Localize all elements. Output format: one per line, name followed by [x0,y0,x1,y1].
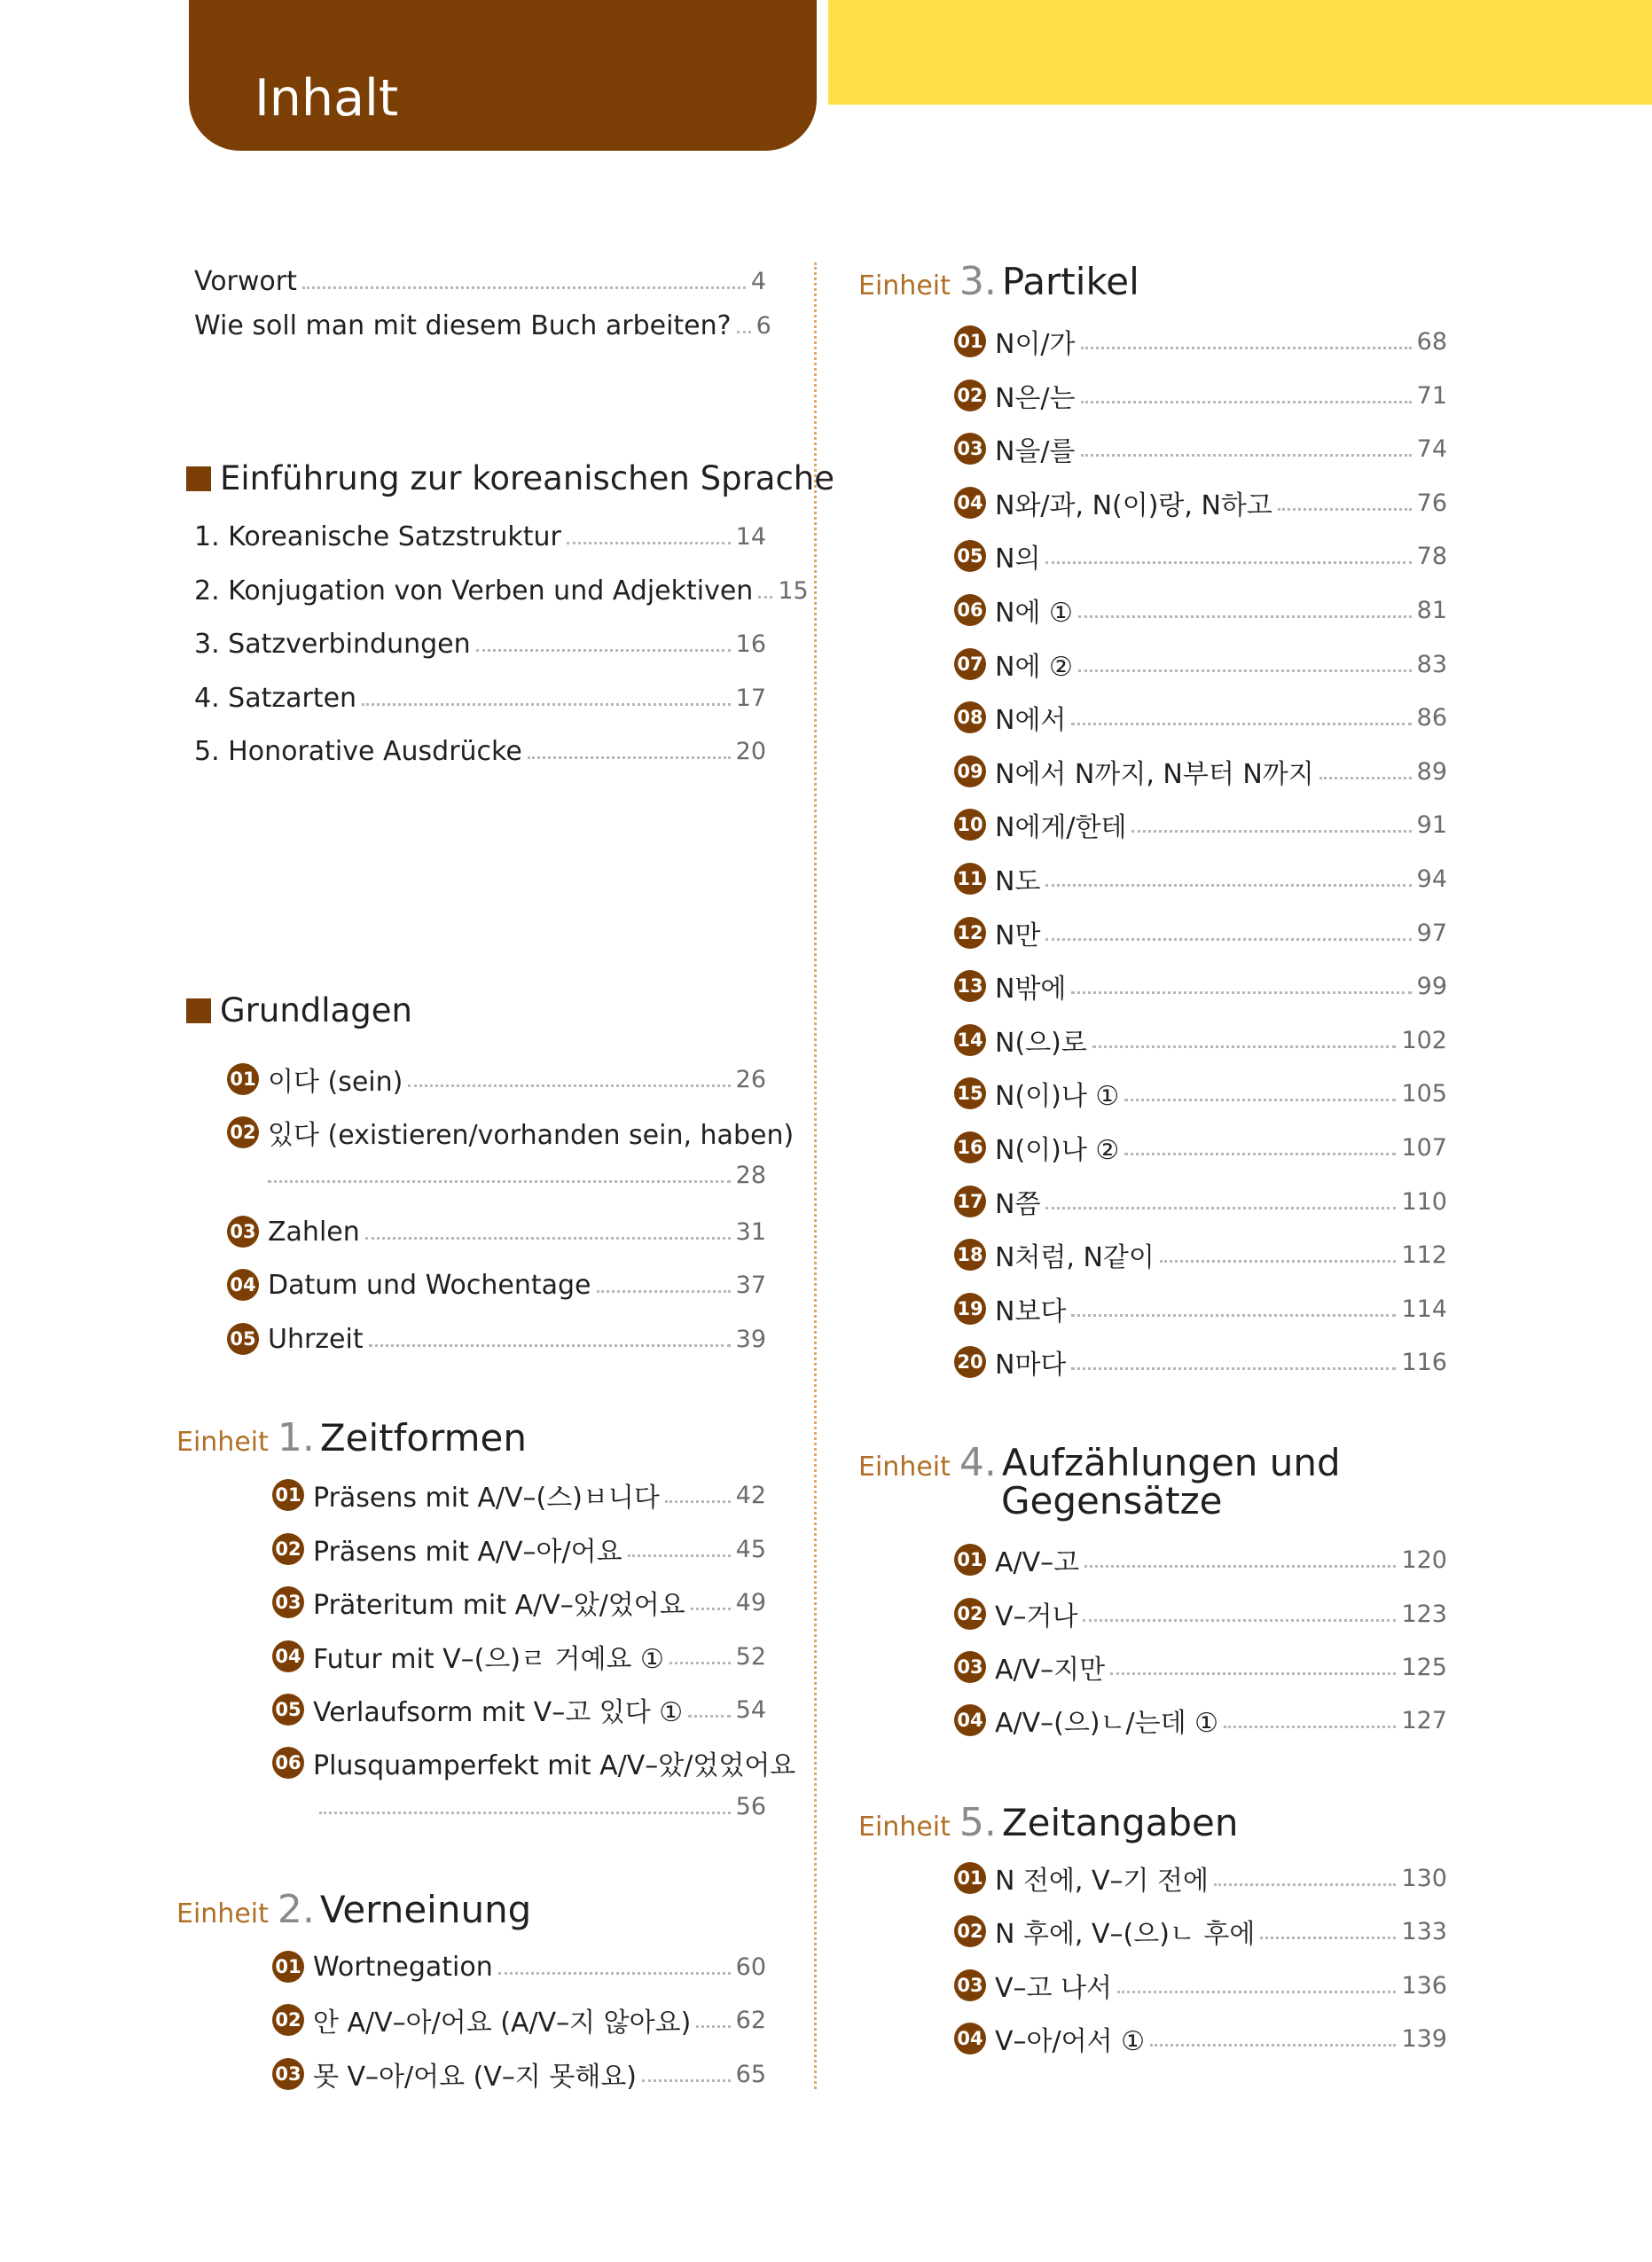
dot-leader [1260,1937,1396,1939]
toc-entry-continuation[interactable] [319,1784,766,1828]
entry-label: 못 V–아/어요 (V–지 못해요) [313,2062,638,2093]
toc-entry[interactable] [227,1110,795,1154]
page-number: 86 [1416,703,1447,732]
unit-number: 3. [959,259,997,304]
toc-entry[interactable] [954,588,1447,632]
number-badge: 02 [272,2004,304,2036]
unit-heading-1 [176,1415,527,1460]
section-title: Einführung zur koreanischen Sprache [220,459,835,497]
dot-leader [1124,1099,1396,1101]
entry-label: A/V–(으)ㄴ/는데 ① [995,1708,1219,1739]
number-badge: 12 [954,917,986,949]
toc-entry[interactable] [227,1057,766,1101]
page-number: 120 [1401,1546,1447,1574]
number-badge: 01 [227,1063,259,1095]
toc-entry[interactable] [954,319,1447,364]
toc-entry[interactable] [194,676,766,720]
entry-label: Uhrzeit [268,1323,364,1355]
entry-label: A/V–지만 [995,1655,1106,1686]
unit-number: 5. [959,1800,997,1845]
page-number: 39 [735,1325,766,1353]
entry-label: N을/를 [995,436,1076,467]
entry-label: Zahlen [268,1216,360,1248]
dot-leader [628,1554,731,1557]
entry-label: 4. Satzarten [194,682,357,714]
toc-entry[interactable] [272,1687,766,1732]
entry-label: Präteritum mit A/V–았/었어요 [313,1590,685,1621]
page-number: 17 [735,684,766,712]
number-badge: 01 [272,1951,304,1983]
dot-leader [365,1237,731,1240]
page-number: 52 [735,1642,766,1671]
page-number: 105 [1401,1079,1447,1108]
entry-label: N에게/한테 [995,812,1127,843]
page-number: 116 [1401,1348,1447,1376]
number-badge: 04 [954,2023,986,2055]
entry-label: 있다 (existieren/vorhanden sein, haben) [268,1120,795,1151]
entry-label: N(이)나 ① [995,1081,1120,1112]
dot-leader [758,596,772,599]
unit-title: Partikel [1001,260,1139,303]
number-badge: 14 [954,1024,986,1056]
dot-leader [1071,991,1411,994]
page-number: 49 [735,1588,766,1616]
toc-entry[interactable] [954,1179,1447,1224]
page-number: 76 [1416,489,1447,517]
number-badge: 08 [954,701,986,733]
dot-leader [302,286,746,289]
number-badge: 18 [954,1239,986,1271]
toc-entry[interactable] [954,1233,1447,1277]
page-number: 31 [735,1217,766,1246]
unit-heading-5 [858,1800,1238,1845]
entry-label: N처럼, N같이 [995,1242,1155,1273]
toc-entry[interactable] [954,427,1447,471]
entry-label: Verlaufsorm mit V–고 있다 ① [313,1697,684,1728]
dot-leader [696,2025,730,2028]
toc-entry[interactable] [954,749,1447,794]
entry-label: 3. Satzverbindungen [194,628,471,660]
page-number: 125 [1401,1653,1447,1681]
dot-leader [1150,2044,1396,2047]
section-title: Grundlagen [220,991,412,1029]
toc-entry-continuation[interactable] [268,1153,766,1197]
entry-label: N보다 [995,1296,1067,1327]
number-badge: 06 [954,594,986,626]
dot-leader [567,542,731,544]
number-badge: 03 [272,2058,304,2090]
page-number: 74 [1416,434,1447,463]
page-number: 114 [1401,1295,1447,1323]
page-number: 16 [735,630,766,658]
entry-label: N도 [995,866,1041,897]
unit-label: Einheit [858,1452,951,1483]
entry-label: N(으)로 [995,1028,1087,1059]
dot-leader [1081,347,1412,349]
toc-entry[interactable] [954,534,1447,578]
number-badge: 01 [954,1544,986,1576]
page-number: 28 [735,1161,766,1189]
toc-entry[interactable] [272,1998,766,2042]
number-badge: 06 [272,1747,304,1779]
entry-label: Plusquamperfekt mit A/V–았/었었어요 [313,1750,796,1781]
dot-leader [1319,777,1412,779]
toc-entry[interactable] [194,622,766,666]
dot-leader [1278,508,1412,511]
entry-label: V–고 나서 [995,1973,1112,2004]
number-badge: 03 [954,1651,986,1683]
toc-entry[interactable] [954,1698,1447,1742]
dot-leader [1117,1991,1396,1993]
toc-entry[interactable] [954,1287,1447,1331]
toc-entry[interactable] [272,1741,796,1785]
number-badge: 03 [954,1969,986,2001]
dot-leader [737,331,751,333]
unit-number: 4. [959,1440,997,1485]
entry-label: N만 [995,920,1041,951]
page-number: 56 [735,1792,766,1820]
unit-heading-3 [858,259,1139,304]
number-badge: 16 [954,1131,986,1163]
number-badge: 01 [954,1862,986,1894]
toc-entry[interactable] [227,1263,766,1307]
dot-leader [1045,938,1411,941]
number-badge: 19 [954,1293,986,1325]
page-number: 110 [1401,1187,1447,1216]
number-badge: 15 [954,1077,986,1109]
page-number: 99 [1416,972,1447,1000]
dot-leader [642,2079,731,2082]
number-badge: 20 [954,1346,986,1378]
unit-title: Zeitangaben [1001,1801,1239,1844]
number-badge: 04 [272,1640,304,1672]
dot-leader [476,649,731,652]
page-number: 37 [735,1271,766,1299]
entry-label: 2. Konjugation von Verben und Adjektiven [194,575,754,607]
entry-label: N쯤 [995,1189,1041,1220]
number-badge: 03 [954,433,986,465]
toc-entry[interactable] [194,568,809,613]
toc-entry-vorwort[interactable] [194,259,766,303]
number-badge: 03 [272,1586,304,1618]
dot-leader [1214,1883,1396,1886]
dot-leader [1081,454,1412,457]
toc-entry[interactable] [954,1018,1447,1062]
unit-label: Einheit [858,270,951,301]
page-title: Inhalt [254,69,399,128]
number-badge: 02 [272,1533,304,1565]
dot-leader [688,1715,731,1718]
dot-leader [1078,615,1412,618]
toc-entry[interactable] [954,1125,1447,1170]
toc-entry[interactable] [954,481,1447,525]
dot-leader [1084,1565,1396,1568]
entry-label: Datum und Wochentage [268,1269,591,1301]
dot-leader [268,1180,731,1183]
entry-label: N(이)나 ② [995,1135,1120,1166]
unit-title: Aufzählungen und [1001,1441,1341,1484]
dot-leader [665,1500,731,1503]
entry-label: N에 ② [995,652,1073,683]
toc-entry[interactable] [954,1909,1447,1953]
page-number: 83 [1416,650,1447,678]
page-number: 107 [1401,1133,1447,1162]
toc-entry[interactable] [954,1592,1447,1636]
dot-leader [528,756,731,759]
dot-leader [1131,830,1411,833]
dot-leader [1071,1314,1396,1317]
number-badge: 04 [954,487,986,519]
entry-label: V–아/어서 ① [995,2026,1146,2057]
entry-label: V–거나 [995,1601,1078,1632]
dot-leader [1071,723,1411,725]
number-badge: 05 [227,1323,259,1355]
toc-entry[interactable] [272,1634,766,1679]
dot-leader [1110,1672,1396,1675]
page-number: 94 [1416,865,1447,893]
entry-label: N 전에, V–기 전에 [995,1866,1210,1897]
toc-entry[interactable] [954,802,1447,847]
toc-entry[interactable] [272,1945,766,1989]
entry-label: Wortnegation [313,1951,493,1983]
entry-label: A/V–고 [995,1547,1080,1578]
entry-label: N마다 [995,1350,1067,1381]
page-number: 42 [735,1481,766,1509]
dot-leader [597,1290,731,1293]
toc-entry[interactable] [954,964,1447,1008]
entry-label: N에 ① [995,598,1073,629]
unit-title: Zeitformen [319,1416,527,1460]
dot-leader [669,1662,731,1664]
entry-label: N이/가 [995,329,1076,360]
page-number: 112 [1401,1241,1447,1269]
section-heading-intro [186,459,834,497]
page-number: 133 [1401,1917,1447,1945]
entry-label: 5. Honorative Ausdrücke [194,735,522,767]
dot-leader [369,1344,731,1347]
number-badge: 02 [954,1915,986,1947]
entry-label: N에서 N까지, N부터 N까지 [995,759,1314,790]
dot-leader [1045,1207,1396,1209]
toc-entry[interactable] [272,2052,766,2096]
page-number: 136 [1401,1971,1447,2000]
dot-leader [1083,1619,1396,1622]
entry-label: N은/는 [995,383,1076,414]
number-badge: 09 [954,755,986,787]
entry-label: 안 A/V–아/어요 (A/V–지 않아요) [313,2008,692,2039]
number-badge: 02 [954,380,986,411]
toc-entry[interactable] [954,1963,1447,2008]
entry-label: 1. Koreanische Satzstruktur [194,520,561,552]
toc-entry[interactable] [954,1856,1447,1900]
page-number: 127 [1401,1706,1447,1734]
dot-leader [408,1084,730,1087]
number-badge: 11 [954,863,986,895]
toc-entry[interactable] [227,1317,766,1361]
dot-leader [319,1812,731,1814]
dot-leader [691,1608,731,1610]
page-number: 97 [1416,919,1447,947]
dot-leader [1124,1153,1396,1155]
page-number: 71 [1416,381,1447,410]
toc-entry[interactable] [954,857,1447,901]
toc-entry[interactable] [272,1473,766,1517]
number-badge: 05 [272,1694,304,1726]
page-number: 60 [735,1953,766,1981]
number-badge: 05 [954,540,986,572]
unit-label: Einheit [176,1427,269,1458]
toc-entry[interactable] [954,642,1447,686]
dot-leader [1045,561,1411,564]
unit-number: 2. [277,1887,315,1932]
entry-label: Präsens mit A/V–아/어요 [313,1537,622,1568]
unit-label: Einheit [176,1898,269,1929]
number-badge: 04 [954,1704,986,1736]
toc-entry[interactable] [954,911,1447,955]
dot-leader [1078,669,1412,672]
page-number: 91 [1416,810,1447,839]
dot-leader [1071,1367,1396,1370]
number-badge: 13 [954,970,986,1002]
toc-entry[interactable] [954,373,1447,418]
page-number: 26 [735,1065,766,1093]
page-number: 45 [735,1535,766,1563]
number-badge: 03 [227,1216,259,1248]
dot-leader [1081,401,1412,403]
dot-leader [1224,1726,1396,1728]
square-bullet-icon [186,998,211,1023]
entry-label: Vorwort [194,265,297,297]
unit-title-line2: Gegensätze [1001,1479,1223,1522]
header-tab [189,0,817,151]
page-number: 14 [735,522,766,551]
page-number: 130 [1401,1864,1447,1892]
toc-entry[interactable] [954,1645,1447,1689]
toc-entry[interactable] [272,1527,766,1571]
dot-leader [1092,1045,1397,1048]
section-heading-basics [186,991,412,1029]
page-number: 139 [1401,2024,1447,2053]
dot-leader [498,1972,731,1975]
dot-leader [362,703,731,706]
page-number: 15 [778,576,809,605]
entry-label: N의 [995,544,1041,575]
page-number: 102 [1401,1026,1447,1054]
unit-heading-2 [176,1887,531,1932]
toc-entry[interactable] [954,1071,1447,1115]
number-badge: 01 [272,1479,304,1511]
unit-title: Verneinung [319,1888,532,1931]
page-number: 123 [1401,1600,1447,1628]
toc-entry[interactable] [954,2016,1447,2061]
entry-label: Wie soll man mit diesem Buch arbeiten? [194,309,732,341]
toc-entry[interactable] [194,729,766,773]
dot-leader [1160,1260,1397,1263]
square-bullet-icon [186,466,211,491]
page-number: 20 [735,737,766,765]
page-number: 65 [735,2060,766,2088]
number-badge: 04 [227,1269,259,1301]
number-badge: 01 [954,325,986,357]
number-badge: 02 [227,1116,259,1148]
dot-leader [1045,884,1411,887]
entry-label: N밖에 [995,974,1067,1005]
header-accent-bar [828,0,1652,105]
toc-entry[interactable] [194,514,766,559]
unit-heading-4-line2 [1001,1479,1222,1522]
toc-entry[interactable] [272,1580,766,1624]
entry-label: 이다 (sein) [268,1067,403,1098]
entry-label: Präsens mit A/V–(스)ㅂ니다 [313,1483,660,1514]
page-number: 4 [750,267,766,295]
page-number: 89 [1416,757,1447,786]
entry-label: N와/과, N(이)랑, N하고 [995,490,1272,521]
entry-label: Futur mit V–(으)ㄹ 거예요 ① [313,1644,664,1675]
page-number: 68 [1416,327,1447,356]
number-badge: 02 [954,1598,986,1630]
number-badge: 07 [954,648,986,680]
page-number: 62 [735,2006,766,2034]
number-badge: 17 [954,1186,986,1217]
entry-label: N에서 [995,705,1067,736]
unit-number: 1. [277,1415,315,1460]
toc-entry[interactable] [954,1538,1447,1582]
page-number: 6 [756,311,771,340]
toc-entry[interactable] [954,1340,1447,1384]
toc-entry[interactable] [954,695,1447,740]
page-number: 54 [735,1695,766,1724]
toc-entry[interactable] [227,1209,766,1254]
page-number: 78 [1416,542,1447,570]
unit-label: Einheit [858,1812,951,1843]
toc-entry-how-to-use[interactable] [194,303,771,348]
number-badge: 10 [954,809,986,841]
page-number: 81 [1416,596,1447,624]
entry-label: N 후에, V–(으)ㄴ 후에 [995,1919,1256,1950]
column-divider [814,262,817,2089]
